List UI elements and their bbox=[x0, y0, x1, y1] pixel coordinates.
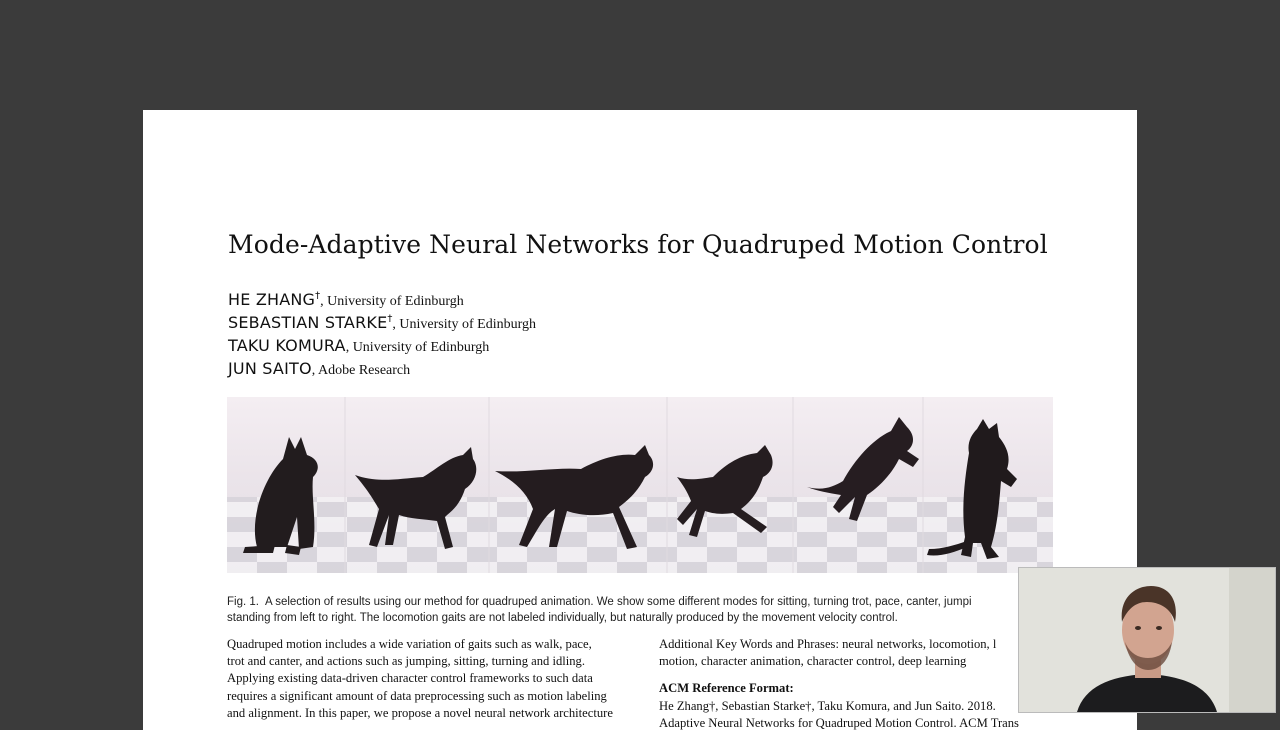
author-name: JUN SAITO bbox=[228, 359, 312, 378]
acm-reference-line: He Zhang†, Sebastian Starke†, Taku Komura, and Jun Saito. 2018. bbox=[659, 698, 996, 713]
author-name: HE ZHANG bbox=[228, 290, 316, 309]
author-line-3 bbox=[228, 336, 489, 356]
abstract-line: Applying existing data-driven character control frameworks to such data bbox=[227, 671, 593, 686]
paper-page bbox=[143, 110, 1137, 730]
teaser-figure bbox=[227, 397, 1053, 573]
author-name: SEBASTIAN STARKE bbox=[228, 313, 388, 332]
figure-label: Fig. 1. bbox=[227, 596, 259, 608]
author-line-4 bbox=[228, 359, 410, 379]
wolf-poses-illustration bbox=[227, 397, 1053, 573]
keywords-column bbox=[659, 636, 1059, 730]
author-line-2 bbox=[228, 313, 536, 333]
figure-caption bbox=[227, 594, 1057, 626]
paper-title: Mode-Adaptive Neural Networks for Quadruped Motion Control bbox=[228, 230, 1048, 259]
acm-reference-heading: ACM Reference Format: bbox=[659, 681, 794, 696]
keywords-line: motion, character animation, character control, deep learning bbox=[659, 654, 967, 669]
presenter-webcam bbox=[1018, 567, 1276, 713]
presenter-illustration bbox=[1019, 568, 1275, 712]
author-affiliation: , Adobe Research bbox=[311, 363, 411, 378]
abstract-line: trot and canter, and actions such as jumping, sitting, turning and idling. bbox=[227, 654, 586, 669]
author-line-1 bbox=[228, 290, 464, 310]
author-affiliation: , University of Edinburgh bbox=[392, 317, 537, 332]
abstract-line: Quadruped motion includes a wide variation of gaits such as walk, pace, bbox=[227, 637, 592, 651]
keywords-line: Additional Key Words and Phrases: neural networks, locomotion, l bbox=[659, 637, 997, 651]
author-affiliation: , University of Edinburgh bbox=[345, 340, 490, 355]
caption-line-1: A selection of results using our method for quadruped animation. We show some different modes for sitting, turning trot, pace, canter, jumpi bbox=[264, 596, 972, 608]
author-name: TAKU KOMURA bbox=[228, 336, 346, 355]
abstract-line: and alignment. In this paper, we propose a novel neural network architecture bbox=[227, 705, 613, 720]
abstract-line: requires a significant amount of data preprocessing such as motion labeling bbox=[227, 688, 607, 703]
acm-reference-line: Adaptive Neural Networks for Quadruped Motion Control. ACM Trans bbox=[659, 715, 1019, 730]
caption-line-2: standing from left to right. The locomotion gaits are not labeled individually, but naturally produced by the movement velocity control. bbox=[227, 612, 898, 624]
author-affiliation: , University of Edinburgh bbox=[320, 294, 464, 309]
author-mark: † bbox=[315, 290, 321, 302]
author-mark: † bbox=[387, 313, 393, 325]
abstract-column bbox=[227, 636, 623, 722]
